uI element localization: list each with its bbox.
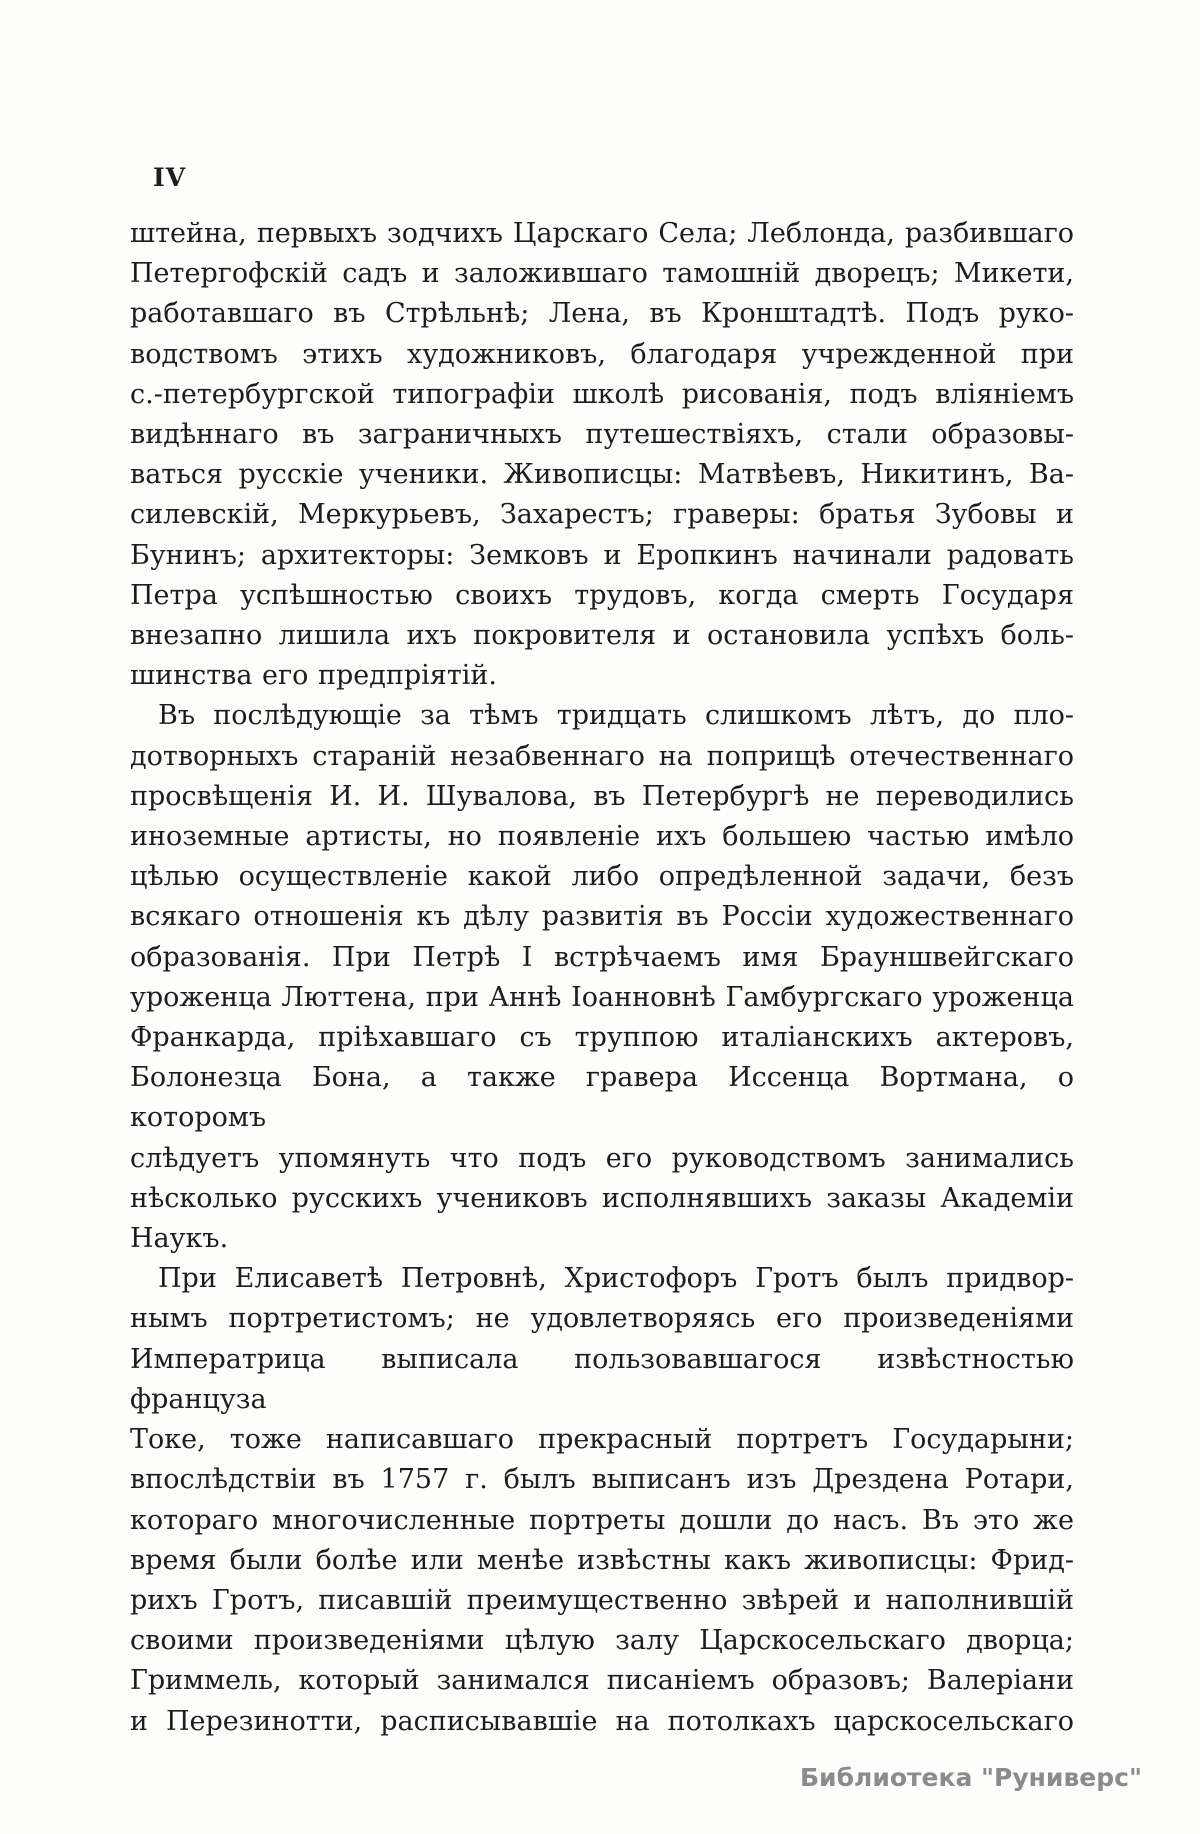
text-line: котораго многочисленные портреты дошли до насъ. Въ это же — [130, 1504, 1074, 1536]
library-watermark: Библиотека "Руниверс" — [800, 1763, 1142, 1792]
text-line: и Перезинотти, расписывавшіе на потолкахъ царскосельскаго — [130, 1705, 1074, 1737]
body-text — [130, 214, 1074, 1742]
text-line: штейна, первыхъ зодчихъ Царскаго Села; Леблонда, разбившаго — [130, 218, 1074, 249]
text-line: работавшаго въ Стрѣльнѣ; Лена, въ Кронштадтѣ. Подъ руко- — [130, 298, 1074, 330]
text-line: слѣдуетъ упомянуть что подъ его руководствомъ занимались — [130, 1142, 1074, 1174]
text-line: Гриммель, который занимался писаніемъ образовъ; Валеріани — [130, 1665, 1074, 1697]
text-line: видѣннаго въ заграничныхъ путешествіяхъ, стали образовы- — [130, 419, 1074, 451]
text-line: с.-петербургской типографіи школѣ рисованія, подъ вліяніемъ — [130, 378, 1074, 410]
text-line: нымъ портретистомъ; не удовлетворяясь его произведеніями — [130, 1303, 1074, 1335]
text-line: силевскій, Меркурьевъ, Захарестъ; граверы: братья Зубовы и — [130, 499, 1074, 531]
text-line: цѣлью осуществленіе какой либо опредѣленной задачи, безъ — [130, 861, 1074, 893]
text-line: Императрица выписала пользовавшагося извѣстностью француза — [130, 1343, 1074, 1415]
text-line: всякаго отношенія къ дѣлу развитія въ Россіи художественнаго — [130, 901, 1074, 933]
text-line: уроженца Люттена, при Аннѣ Іоанновнѣ Гамбургскаго уроженца — [130, 981, 1074, 1013]
text-line: При Елисаветѣ Петровнѣ, Христофоръ Гротъ былъ придвор- — [158, 1263, 1074, 1295]
text-line: Болонезца Бона, а также гравера Иссенца Вортмана, о которомъ — [130, 1062, 1074, 1134]
text-line: шинства его предпріятій. — [130, 660, 497, 692]
text-line: Въ послѣдующіе за тѣмъ тридцать слишкомъ лѣтъ, до пло- — [158, 700, 1074, 732]
text-line: просвѣщенія И. И. Шувалова, въ Петербургѣ не переводились — [130, 780, 1074, 812]
text-line: рихъ Гротъ, писавшій преимущественно звѣрей и наполнившій — [130, 1584, 1074, 1616]
text-line: Петергофскій садъ и заложившаго тамошній дворецъ; Микети, — [130, 258, 1074, 290]
text-line: впослѣдствіи въ 1757 г. былъ выписанъ изъ Дрездена Ротари, — [130, 1464, 1074, 1496]
text-line: Петра успѣшностью своихъ трудовъ, когда смерть Государя — [130, 579, 1074, 611]
text-line: образованія. При Петрѣ I встрѣчаемъ имя Брауншвейгскаго — [130, 941, 1074, 973]
text-line: иноземные артисты, но появленіе ихъ большею частью имѣло — [130, 821, 1074, 853]
text-line: ваться русскіе ученики. Живописцы: Матвѣевъ, Никитинъ, Ва- — [130, 459, 1074, 491]
text-line: водствомъ этихъ художниковъ, благодаря учрежденной при — [130, 338, 1074, 370]
text-line: своими произведеніями цѣлую залу Царскосельскаго дворца; — [130, 1625, 1074, 1657]
text-line: Токе, тоже написавшаго прекрасный портретъ Государыни; — [130, 1424, 1074, 1456]
text-line: внезапно лишила ихъ покровителя и остановила успѣхъ боль- — [130, 620, 1074, 652]
text-line: Наукъ. — [130, 1223, 229, 1255]
text-line: нѣсколько русскихъ учениковъ исполнявшихъ заказы Академіи — [130, 1182, 1074, 1214]
page-number: IV — [153, 163, 187, 192]
text-line: Франкарда, пріѣхавшаго съ труппою италіанскихъ актеровъ, — [130, 1022, 1074, 1054]
text-line: дотворныхъ стараній незабвеннаго на поприщѣ отечественнаго — [130, 740, 1074, 772]
text-line: время были болѣе или менѣе извѣстны какъ живописцы: Фрид- — [130, 1544, 1074, 1576]
text-line: Бунинъ; архитекторы: Земковъ и Еропкинъ начинали радовать — [130, 539, 1074, 571]
